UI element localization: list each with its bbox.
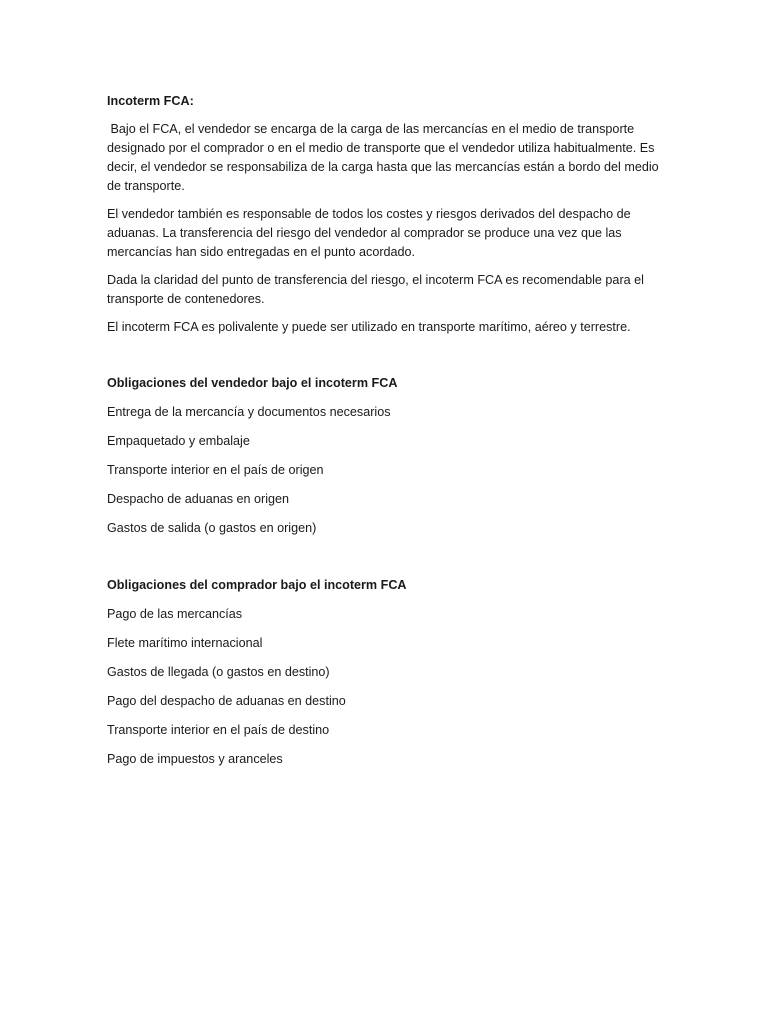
list-item: Transporte interior en el país de origen: [107, 463, 324, 477]
list-item: Transporte interior en el país de destino: [107, 723, 330, 737]
buyer-obligations-heading: Obligaciones del comprador bajo el incoterm FCA: [107, 578, 407, 592]
seller-obligations-list: [107, 403, 667, 538]
list-item: Gastos de salida (o gastos en origen): [107, 521, 317, 535]
list-item: Pago de impuestos y aranceles: [107, 752, 283, 766]
paragraph-responsibility: El vendedor también es responsable de todos los costes y riesgos derivados del despacho de aduanas. La transferencia del riesgo del vendedor al comprador se produce una vez que las mercancías han sido entregadas en el punto acordado.: [107, 207, 631, 259]
list-item: Empaquetado y embalaje: [107, 434, 250, 448]
list-item: Gastos de llegada (o gastos en destino): [107, 665, 330, 679]
paragraph-intro: Bajo el FCA, el vendedor se encarga de la carga de las mercancías en el medio de transporte designado por el comprador o en el medio de transporte que el vendedor utiliza habitualmente. Es decir, el vendedor se responsabiliza de la carga hasta que las mercancías están a bordo del medio de transporte.: [107, 122, 663, 193]
list-item: Entrega de la mercancía y documentos necesarios: [107, 405, 391, 419]
paragraph-versatility: El incoterm FCA es polivalente y puede ser utilizado en transporte marítimo, aéreo y terrestre.: [107, 320, 631, 334]
list-item: Despacho de aduanas en origen: [107, 492, 290, 506]
section-spacer: [107, 548, 667, 576]
document-title: Incoterm FCA:: [107, 94, 194, 108]
buyer-obligations-list: [107, 605, 667, 769]
seller-obligations-heading: Obligaciones del vendedor bajo el incoterm FCA: [107, 376, 398, 390]
list-item: Pago del despacho de aduanas en destino: [107, 694, 346, 708]
paragraph-risk-transfer: Dada la claridad del punto de transferencia del riesgo, el incoterm FCA es recomendable para el transporte de contenedores.: [107, 273, 644, 306]
list-item: Flete marítimo internacional: [107, 636, 263, 650]
list-item: Pago de las mercancías: [107, 607, 243, 621]
section-spacer: [107, 346, 667, 374]
document-body: [107, 92, 667, 779]
